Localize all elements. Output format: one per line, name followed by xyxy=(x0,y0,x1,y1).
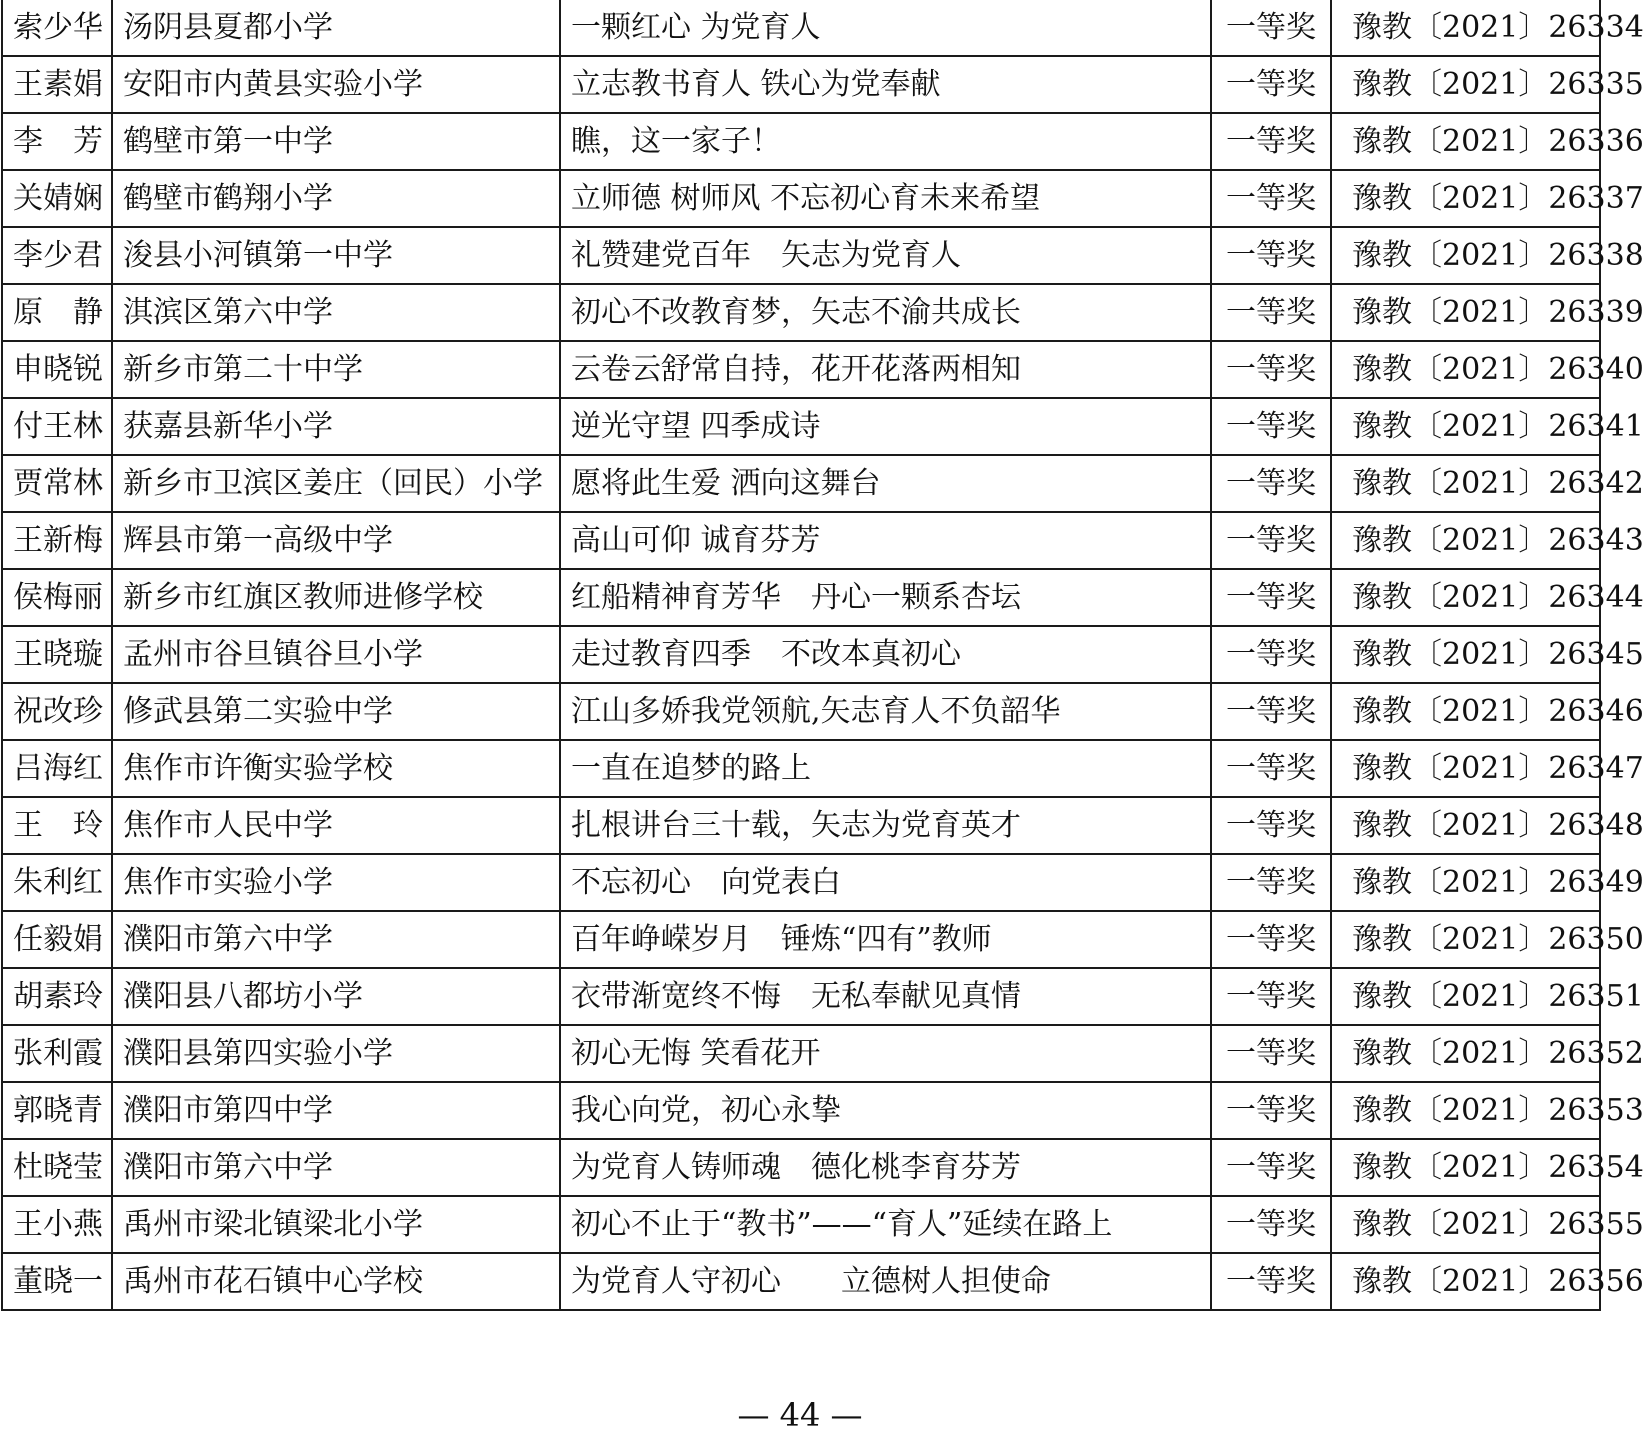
certificate-number-cell: 豫教〔2021〕26348 xyxy=(1331,797,1600,854)
teacher-name-cell: 董晓一 xyxy=(2,1253,112,1310)
award-level-cell: 一等奖 xyxy=(1211,227,1331,284)
certificate-number-cell: 豫教〔2021〕26355 xyxy=(1331,1196,1600,1253)
teacher-name-cell: 贾常林 xyxy=(2,455,112,512)
table-row xyxy=(2,113,1600,170)
work-title-cell: 一直在追梦的路上 xyxy=(560,740,1211,797)
school-cell: 淇滨区第六中学 xyxy=(112,284,560,341)
teacher-name-cell: 侯梅丽 xyxy=(2,569,112,626)
certificate-number-cell: 豫教〔2021〕26341 xyxy=(1331,398,1600,455)
certificate-number-cell: 豫教〔2021〕26337 xyxy=(1331,170,1600,227)
school-cell: 濮阳市第四中学 xyxy=(112,1082,560,1139)
work-title-cell: 一颗红心 为党育人 xyxy=(560,0,1211,56)
work-title-cell: 衣带渐宽终不悔 无私奉献见真情 xyxy=(560,968,1211,1025)
work-title-cell: 逆光守望 四季成诗 xyxy=(560,398,1211,455)
award-table xyxy=(1,0,1644,1311)
school-cell: 获嘉县新华小学 xyxy=(112,398,560,455)
table-row xyxy=(2,398,1600,455)
table-row xyxy=(2,1253,1600,1310)
work-title-cell: 初心不改教育梦，矢志不渝共成长 xyxy=(560,284,1211,341)
table-row xyxy=(2,56,1600,113)
certificate-number-cell: 豫教〔2021〕26351 xyxy=(1331,968,1600,1025)
work-title-cell: 初心不止于“教书”——“育人”延续在路上 xyxy=(560,1196,1211,1253)
certificate-number-cell: 豫教〔2021〕26349 xyxy=(1331,854,1600,911)
table-row xyxy=(2,911,1600,968)
table-row xyxy=(2,1139,1600,1196)
school-cell: 汤阴县夏都小学 xyxy=(112,0,560,56)
school-cell: 禹州市花石镇中心学校 xyxy=(112,1253,560,1310)
work-title-cell: 走过教育四季 不改本真初心 xyxy=(560,626,1211,683)
table-row xyxy=(2,512,1600,569)
certificate-number-cell: 豫教〔2021〕26342 xyxy=(1331,455,1600,512)
work-title-cell: 云卷云舒常自持，花开花落两相知 xyxy=(560,341,1211,398)
award-level-cell: 一等奖 xyxy=(1211,569,1331,626)
table-row xyxy=(2,968,1600,1025)
work-title-cell: 礼赞建党百年 矢志为党育人 xyxy=(560,227,1211,284)
certificate-number-cell: 豫教〔2021〕26356 xyxy=(1331,1253,1600,1310)
teacher-name-cell: 王小燕 xyxy=(2,1196,112,1253)
table-row xyxy=(2,740,1600,797)
certificate-number-cell: 豫教〔2021〕26339 xyxy=(1331,284,1600,341)
work-title-cell: 为党育人守初心 立德树人担使命 xyxy=(560,1253,1211,1310)
certificate-number-cell: 豫教〔2021〕26347 xyxy=(1331,740,1600,797)
teacher-name-cell: 王晓璇 xyxy=(2,626,112,683)
teacher-name-cell: 任毅娟 xyxy=(2,911,112,968)
certificate-number-cell: 豫教〔2021〕26354 xyxy=(1331,1139,1600,1196)
table-row xyxy=(2,455,1600,512)
school-cell: 修武县第二实验中学 xyxy=(112,683,560,740)
school-cell: 濮阳县八都坊小学 xyxy=(112,968,560,1025)
teacher-name-cell: 胡素玲 xyxy=(2,968,112,1025)
teacher-name-cell: 李少君 xyxy=(2,227,112,284)
table-row xyxy=(2,1082,1600,1139)
page-number: — 44 — xyxy=(737,1396,863,1434)
school-cell: 浚县小河镇第一中学 xyxy=(112,227,560,284)
teacher-name-cell: 李 芳 xyxy=(2,113,112,170)
certificate-number-cell: 豫教〔2021〕26346 xyxy=(1331,683,1600,740)
award-level-cell: 一等奖 xyxy=(1211,1253,1331,1310)
school-cell: 禹州市梁北镇梁北小学 xyxy=(112,1196,560,1253)
teacher-name-cell: 王新梅 xyxy=(2,512,112,569)
award-level-cell: 一等奖 xyxy=(1211,284,1331,341)
school-cell: 新乡市红旗区教师进修学校 xyxy=(112,569,560,626)
award-level-cell: 一等奖 xyxy=(1211,626,1331,683)
work-title-cell: 立师德 树师风 不忘初心育未来希望 xyxy=(560,170,1211,227)
work-title-cell: 为党育人铸师魂 德化桃李育芬芳 xyxy=(560,1139,1211,1196)
work-title-cell: 江山多娇我党领航,矢志育人不负韶华 xyxy=(560,683,1211,740)
award-level-cell: 一等奖 xyxy=(1211,1082,1331,1139)
school-cell: 濮阳县第四实验小学 xyxy=(112,1025,560,1082)
award-level-cell: 一等奖 xyxy=(1211,170,1331,227)
work-title-cell: 红船精神育芳华 丹心一颗系杏坛 xyxy=(560,569,1211,626)
school-cell: 新乡市卫滨区姜庄（回民）小学 xyxy=(112,455,560,512)
certificate-number-cell: 豫教〔2021〕26336 xyxy=(1331,113,1600,170)
certificate-number-cell: 豫教〔2021〕26338 xyxy=(1331,227,1600,284)
certificate-number-cell: 豫教〔2021〕26334 xyxy=(1331,0,1600,56)
school-cell: 濮阳市第六中学 xyxy=(112,1139,560,1196)
work-title-cell: 我心向党，初心永挚 xyxy=(560,1082,1211,1139)
teacher-name-cell: 张利霞 xyxy=(2,1025,112,1082)
school-cell: 濮阳市第六中学 xyxy=(112,911,560,968)
teacher-name-cell: 索少华 xyxy=(2,0,112,56)
table-row xyxy=(2,1196,1600,1253)
award-level-cell: 一等奖 xyxy=(1211,740,1331,797)
work-title-cell: 瞧，这一家子！ xyxy=(560,113,1211,170)
award-level-cell: 一等奖 xyxy=(1211,911,1331,968)
certificate-number-cell: 豫教〔2021〕26345 xyxy=(1331,626,1600,683)
school-cell: 焦作市许衡实验学校 xyxy=(112,740,560,797)
certificate-number-cell: 豫教〔2021〕26340 xyxy=(1331,341,1600,398)
award-level-cell: 一等奖 xyxy=(1211,1196,1331,1253)
teacher-name-cell: 郭晓青 xyxy=(2,1082,112,1139)
table-row xyxy=(2,341,1600,398)
award-level-cell: 一等奖 xyxy=(1211,968,1331,1025)
work-title-cell: 不忘初心 向党表白 xyxy=(560,854,1211,911)
work-title-cell: 百年峥嵘岁月 锤炼“四有”教师 xyxy=(560,911,1211,968)
teacher-name-cell: 杜晓莹 xyxy=(2,1139,112,1196)
teacher-name-cell: 付王林 xyxy=(2,398,112,455)
teacher-name-cell: 王素娟 xyxy=(2,56,112,113)
teacher-name-cell: 原 静 xyxy=(2,284,112,341)
award-level-cell: 一等奖 xyxy=(1211,1025,1331,1082)
certificate-number-cell: 豫教〔2021〕26343 xyxy=(1331,512,1600,569)
teacher-name-cell: 祝改珍 xyxy=(2,683,112,740)
certificate-number-cell: 豫教〔2021〕26352 xyxy=(1331,1025,1600,1082)
table-row xyxy=(2,569,1600,626)
award-level-cell: 一等奖 xyxy=(1211,797,1331,854)
work-title-cell: 初心无悔 笑看花开 xyxy=(560,1025,1211,1082)
award-level-cell: 一等奖 xyxy=(1211,854,1331,911)
table-row xyxy=(2,170,1600,227)
work-title-cell: 高山可仰 诚育芬芳 xyxy=(560,512,1211,569)
certificate-number-cell: 豫教〔2021〕26335 xyxy=(1331,56,1600,113)
school-cell: 孟州市谷旦镇谷旦小学 xyxy=(112,626,560,683)
award-level-cell: 一等奖 xyxy=(1211,56,1331,113)
school-cell: 鹤壁市第一中学 xyxy=(112,113,560,170)
table-row xyxy=(2,854,1600,911)
school-cell: 焦作市实验小学 xyxy=(112,854,560,911)
award-level-cell: 一等奖 xyxy=(1211,455,1331,512)
table-row xyxy=(2,797,1600,854)
award-level-cell: 一等奖 xyxy=(1211,0,1331,56)
teacher-name-cell: 朱利红 xyxy=(2,854,112,911)
school-cell: 辉县市第一高级中学 xyxy=(112,512,560,569)
work-title-cell: 立志教书育人 铁心为党奉献 xyxy=(560,56,1211,113)
award-level-cell: 一等奖 xyxy=(1211,683,1331,740)
table-row xyxy=(2,1025,1600,1082)
work-title-cell: 扎根讲台三十载，矢志为党育英才 xyxy=(560,797,1211,854)
school-cell: 新乡市第二十中学 xyxy=(112,341,560,398)
award-level-cell: 一等奖 xyxy=(1211,341,1331,398)
certificate-number-cell: 豫教〔2021〕26350 xyxy=(1331,911,1600,968)
school-cell: 焦作市人民中学 xyxy=(112,797,560,854)
teacher-name-cell: 王 玲 xyxy=(2,797,112,854)
table-row xyxy=(2,227,1600,284)
award-level-cell: 一等奖 xyxy=(1211,512,1331,569)
table-row xyxy=(2,0,1600,56)
school-cell: 鹤壁市鹤翔小学 xyxy=(112,170,560,227)
teacher-name-cell: 关婧娴 xyxy=(2,170,112,227)
school-cell: 安阳市内黄县实验小学 xyxy=(112,56,560,113)
table-row xyxy=(2,683,1600,740)
award-level-cell: 一等奖 xyxy=(1211,1139,1331,1196)
award-level-cell: 一等奖 xyxy=(1211,113,1331,170)
award-level-cell: 一等奖 xyxy=(1211,398,1331,455)
certificate-number-cell: 豫教〔2021〕26353 xyxy=(1331,1082,1600,1139)
teacher-name-cell: 申晓锐 xyxy=(2,341,112,398)
certificate-number-cell: 豫教〔2021〕26344 xyxy=(1331,569,1600,626)
teacher-name-cell: 吕海红 xyxy=(2,740,112,797)
table-row xyxy=(2,284,1600,341)
work-title-cell: 愿将此生爱 洒向这舞台 xyxy=(560,455,1211,512)
table-row xyxy=(2,626,1600,683)
